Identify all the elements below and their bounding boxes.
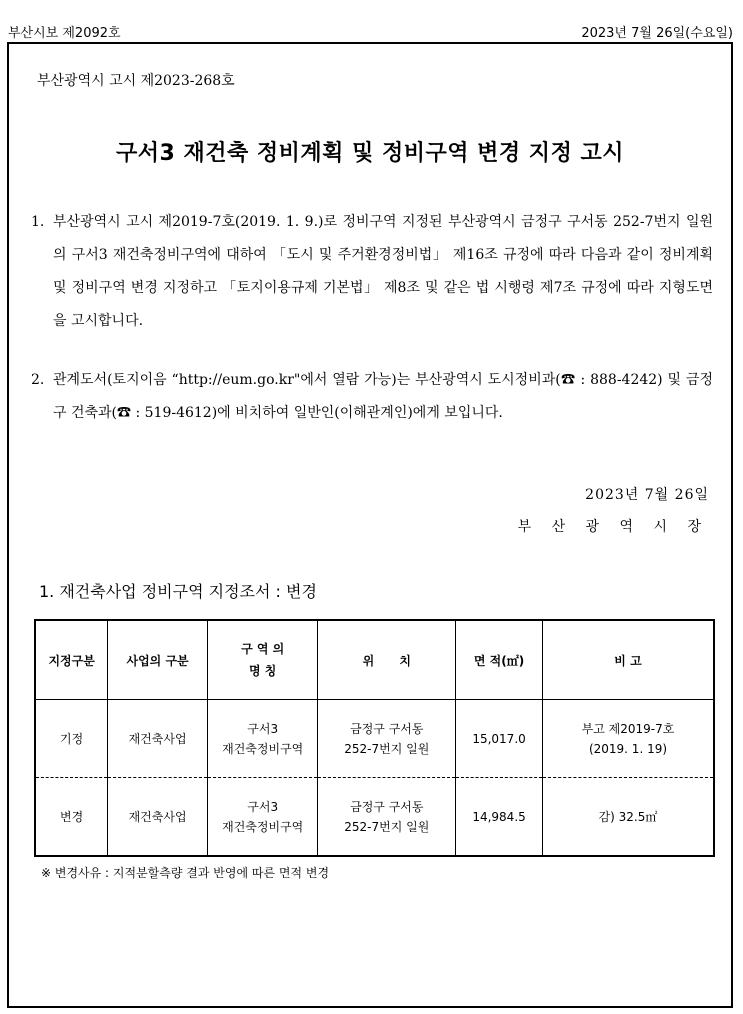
cell-project-type: 재건축사업 — [108, 700, 208, 778]
cell-remarks: 부고 제2019-7호 (2019. 1. 19) — [542, 700, 714, 778]
paragraph-number: 2. — [31, 372, 45, 388]
change-reason-note: ※ 변경사유 : 지적분할측량 결과 반영에 따른 면적 변경 — [41, 866, 330, 880]
cell-area: 15,017.0 — [456, 700, 543, 778]
header-district-name: 구 역 의 명 칭 — [207, 620, 318, 700]
paragraph-2 — [31, 364, 713, 430]
gazette-date: 2023년 7월 26일(수요일) — [581, 26, 733, 41]
cell-district-name: 구서3 재건축정비구역 — [207, 700, 318, 778]
notice-number: 부산광역시 고시 제2023-268호 — [37, 73, 235, 89]
paragraph-1 — [31, 206, 713, 338]
cell-area: 14,984.5 — [456, 778, 543, 857]
table-row — [35, 778, 714, 857]
cell-project-type: 재건축사업 — [108, 778, 208, 857]
header-project-type: 사업의 구분 — [108, 620, 208, 700]
paragraph-number: 1. — [31, 214, 45, 230]
cell-designation: 기정 — [35, 700, 108, 778]
gazette-issue: 부산시보 제2092호 — [8, 26, 121, 41]
notice-date: 2023년 7월 26일 — [585, 487, 709, 503]
section-title: 1. 재건축사업 정비구역 지정조서 : 변경 — [39, 582, 317, 601]
issuer: 부 산 광 역 시 장 — [517, 519, 709, 535]
header-location: 위 치 — [318, 620, 456, 700]
cell-designation: 변경 — [35, 778, 108, 857]
header-remarks: 비 고 — [542, 620, 714, 700]
designation-table — [34, 619, 715, 857]
header-area: 면 적(㎡) — [456, 620, 543, 700]
notice-frame — [7, 42, 733, 1008]
cell-location: 금정구 구서동 252-7번지 일원 — [318, 700, 456, 778]
cell-remarks: 감) 32.5㎡ — [542, 778, 714, 857]
paragraph-text: 부산광역시 고시 제2019-7호(2019. 1. 9.)로 정비구역 지정된 부산광역시 금정구 구서동 252-7번지 일원의 구서3 재건축정비구역에 대하여 「도시 및 주거환경정비법」 제16조 규정에 따라 다음과 같이 정비계획 및 정비구역 변경 지정하고 「토지이용규제 기본법」 제8조 및 같은 법 시행령 제7조 규정에 따라 지형도면을 고시합니다. — [53, 214, 713, 329]
cell-district-name: 구서3 재건축정비구역 — [207, 778, 318, 857]
paragraph-text: 관계도서(토지이음 “http://eum.go.kr"에서 열람 가능)는 부산광역시 도시정비과(☎ : 888-4242) 및 금정구 건축과(☎ : 519-4612)에 비치하여 일반인(이해관계인)에게 보입니다. — [53, 372, 713, 421]
header-designation: 지정구분 — [35, 620, 108, 700]
notice-title: 구서3 재건축 정비계획 및 정비구역 변경 지정 고시 — [116, 141, 624, 166]
table-header-row — [35, 620, 714, 700]
table-row — [35, 700, 714, 778]
cell-location: 금정구 구서동 252-7번지 일원 — [318, 778, 456, 857]
